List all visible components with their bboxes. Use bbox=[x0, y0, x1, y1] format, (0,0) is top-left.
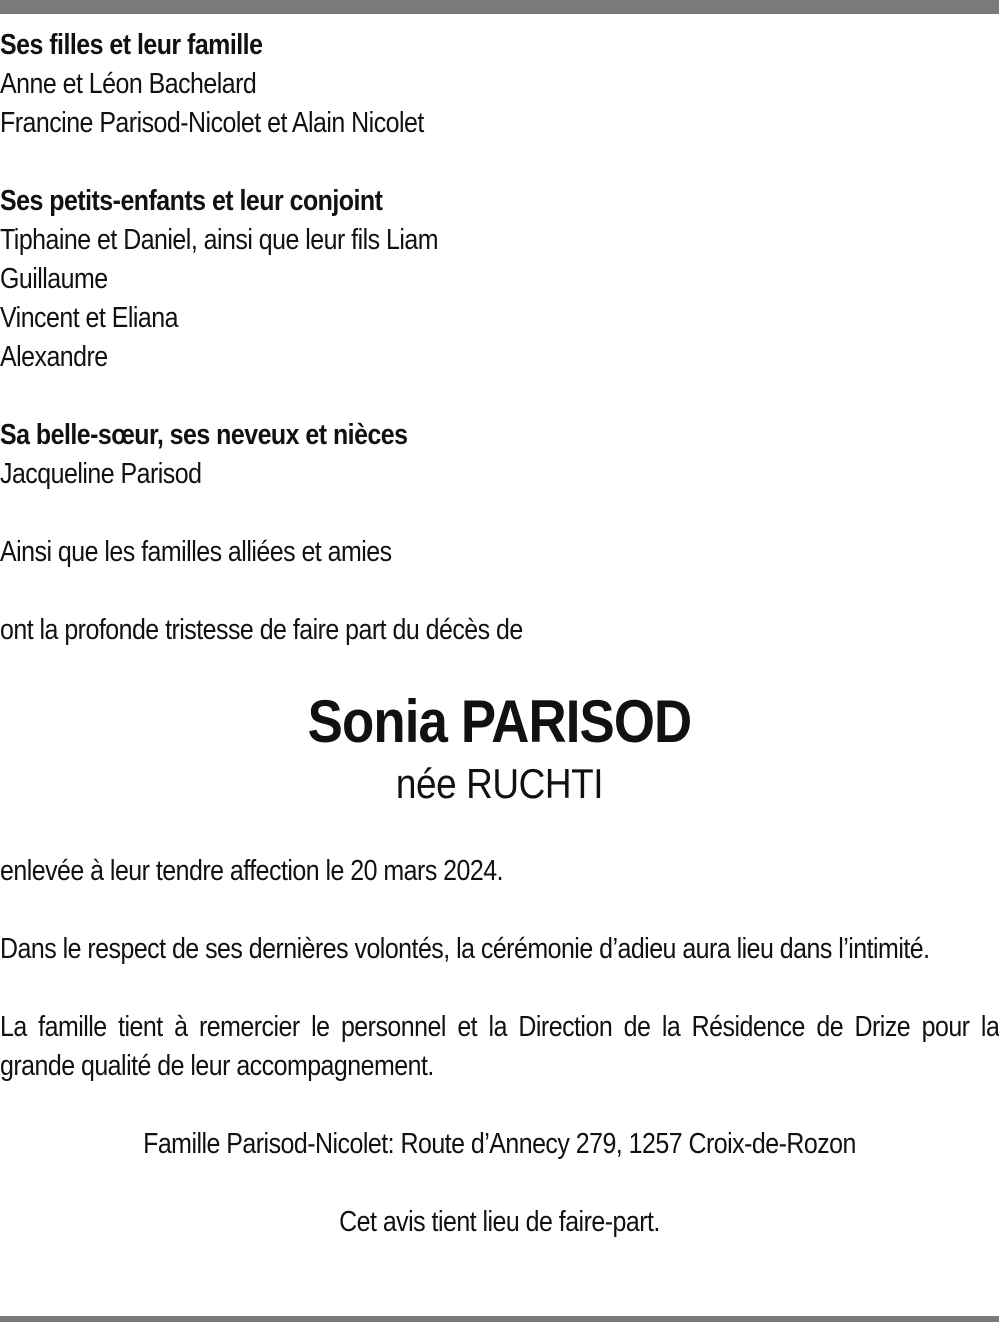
family-member-line: Tiphaine et Daniel, ainsi que leur fils Liam bbox=[0, 224, 439, 256]
section-heading: Ses filles et leur famille bbox=[0, 29, 263, 61]
family-section-grandchildren bbox=[0, 182, 999, 377]
spacer bbox=[0, 1164, 999, 1203]
top-rule bbox=[0, 0, 999, 14]
family-member-line: Vincent et Eliana bbox=[0, 302, 178, 334]
family-member-line: Francine Parisod-Nicolet et Alain Nicolet bbox=[0, 107, 424, 139]
spacer bbox=[0, 969, 999, 1008]
family-member-line: Jacqueline Parisod bbox=[0, 458, 202, 490]
family-section-in-laws bbox=[0, 416, 999, 494]
maiden-name: née RUCHTI bbox=[395, 760, 604, 807]
family-member-line: Alexandre bbox=[0, 341, 108, 373]
section-heading: Sa belle-sœur, ses neveux et nièces bbox=[0, 419, 408, 451]
deceased-block bbox=[0, 686, 999, 810]
thanks-paragraph: La famille tient à remercier le personnel et la Direction de la Résidence de Drize pour la grande qualité de leur accompagnement. bbox=[0, 1011, 999, 1082]
closing-line: Cet avis tient lieu de faire-part. bbox=[339, 1206, 660, 1238]
allied-families-line: Ainsi que les familles alliées et amies bbox=[0, 536, 392, 568]
spacer bbox=[0, 143, 999, 182]
spacer bbox=[0, 377, 999, 416]
announcement-line: ont la profonde tristesse de faire part du décès de bbox=[0, 614, 523, 646]
obituary-notice bbox=[0, 26, 999, 1242]
date-line: enlevée à leur tendre affection le 20 mars 2024. bbox=[0, 855, 504, 887]
section-heading: Ses petits-enfants et leur conjoint bbox=[0, 185, 383, 217]
spacer bbox=[0, 1086, 999, 1125]
spacer bbox=[0, 572, 999, 611]
spacer bbox=[0, 494, 999, 533]
spacer bbox=[0, 891, 999, 930]
family-address: Famille Parisod-Nicolet: Route d’Annecy 279, 1257 Croix-de-Rozon bbox=[143, 1128, 856, 1160]
deceased-name: Sonia PARISOD bbox=[307, 688, 692, 755]
family-member-line: Guillaume bbox=[0, 263, 108, 295]
family-section-daughters bbox=[0, 26, 999, 143]
bottom-rule bbox=[0, 1316, 999, 1322]
family-member-line: Anne et Léon Bachelard bbox=[0, 68, 257, 100]
spacer bbox=[0, 810, 999, 852]
ceremony-paragraph: Dans le respect de ses dernières volontés, la cérémonie d’adieu aura lieu dans l’intimité. bbox=[0, 933, 930, 965]
